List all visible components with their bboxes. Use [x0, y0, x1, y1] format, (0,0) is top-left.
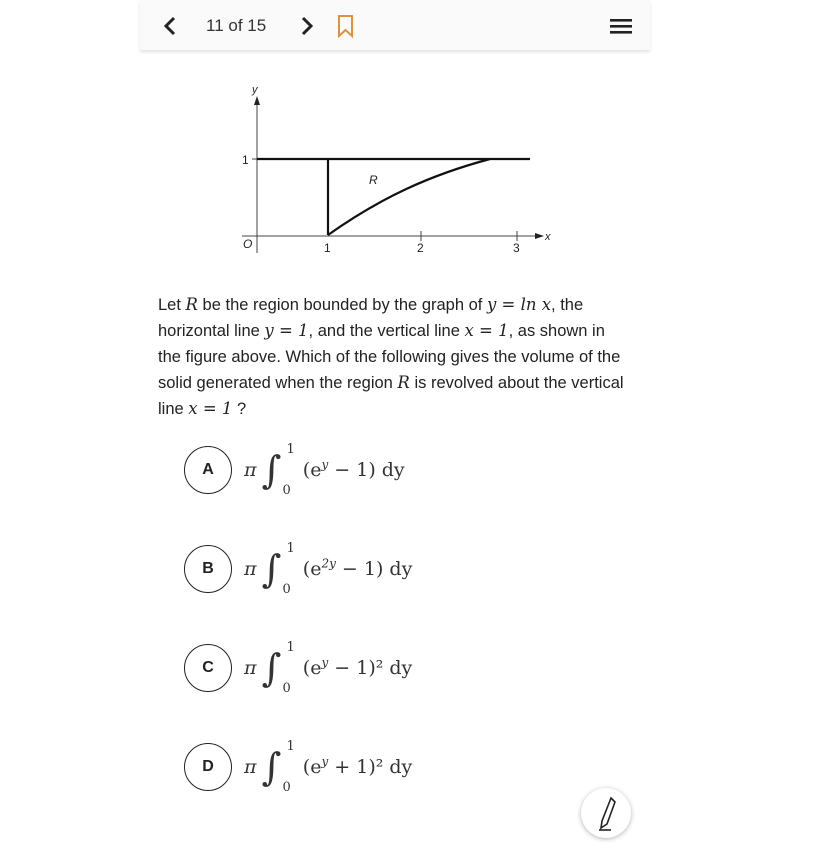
choice-expression: [244, 640, 412, 696]
integral-limits: [283, 739, 295, 795]
choice-post: − 1)² dy: [328, 657, 413, 679]
chevron-left-icon: [158, 12, 184, 40]
region-label: R: [369, 173, 378, 187]
question-part: , the horizontal line: [158, 296, 584, 341]
chevron-right-icon: [294, 12, 320, 40]
bookmark-button[interactable]: [334, 12, 360, 40]
integral-limits: [283, 640, 295, 696]
question-part: ?: [232, 400, 247, 419]
choice-exp: y: [321, 655, 329, 670]
equation: y = 1: [264, 321, 309, 341]
choice-pi: π: [244, 558, 257, 580]
choice-exp: y: [321, 457, 329, 472]
equation: x = 1: [464, 321, 509, 341]
choice-exp: y: [321, 754, 329, 769]
choice-pi: π: [244, 657, 257, 679]
choice-upper: 1: [286, 442, 295, 457]
choice-upper: 1: [286, 541, 295, 556]
integral-limits: [283, 541, 295, 597]
choice-lower: 0: [282, 483, 291, 498]
choice-int: ∫: [261, 646, 282, 690]
choice-expression: [244, 739, 412, 795]
choice-post: + 1)² dy: [328, 756, 413, 778]
choice-int: ∫: [261, 448, 282, 492]
equation: y = ln x: [486, 295, 552, 314]
choice-pi: π: [244, 756, 257, 778]
choice-letter-button[interactable]: B: [184, 545, 232, 593]
integrand: [303, 755, 413, 779]
previous-button[interactable]: [158, 12, 184, 40]
menu-button[interactable]: [608, 12, 634, 40]
choice-expression: [244, 442, 405, 498]
choice-upper: 1: [286, 640, 295, 655]
pencil-icon: [581, 788, 631, 838]
question-text: [158, 292, 628, 422]
answer-choice-c[interactable]: [184, 640, 413, 696]
question-counter: 11 of 15: [206, 16, 267, 35]
question-part: , and the vertical line: [308, 322, 465, 341]
question-part: be the region bounded by the graph of: [197, 296, 487, 314]
choice-letter-button[interactable]: D: [184, 743, 232, 791]
choice-pi: π: [244, 459, 257, 481]
y-tick-label: 1: [242, 153, 249, 167]
choice-int: ∫: [261, 547, 282, 591]
choice-letter-button[interactable]: A: [184, 446, 232, 494]
choice-lower: 0: [282, 582, 291, 597]
choice-post: − 1) dy: [335, 558, 413, 580]
choice-pre: (e: [302, 558, 322, 580]
choice-upper: 1: [286, 739, 295, 754]
top-bar: [140, 0, 650, 50]
choice-pre: (e: [302, 657, 322, 679]
bookmark-icon: [334, 12, 360, 40]
question-part: Let: [158, 296, 186, 314]
choice-lower: 0: [282, 780, 291, 795]
origin-label: O: [243, 237, 253, 251]
y-axis-label: y: [252, 84, 258, 96]
choice-int: ∫: [261, 745, 282, 789]
scratchpad-button[interactable]: [581, 788, 631, 838]
x-tick-label: 1: [324, 241, 331, 255]
answer-choice-b[interactable]: [184, 541, 413, 597]
choice-pre: (e: [302, 756, 322, 778]
choice-pre: (e: [302, 459, 322, 481]
hamburger-menu-icon: [608, 12, 634, 40]
choice-letter-button[interactable]: C: [184, 644, 232, 692]
x-axis-arrow: [535, 233, 544, 239]
integrand: [303, 656, 413, 680]
answer-choice-d[interactable]: [184, 739, 413, 795]
x-axis-label: x: [545, 231, 551, 243]
equation: x = 1: [188, 399, 233, 419]
choice-lower: 0: [282, 681, 291, 696]
curve-ln-x: [328, 159, 490, 235]
question-part: , as shown in the figure above. Which of the following gives the volume of the solid generated when the region: [158, 322, 621, 392]
integrand: [303, 557, 413, 581]
region-symbol: R: [185, 295, 198, 314]
region-figure: [230, 80, 560, 260]
next-button[interactable]: [294, 12, 320, 40]
x-tick-label: 3: [513, 241, 520, 255]
choice-exp: 2y: [321, 556, 336, 571]
integrand: [303, 458, 405, 482]
integral-limits: [283, 442, 295, 498]
answer-choice-a[interactable]: [184, 442, 405, 498]
x-tick-label: 2: [417, 241, 424, 255]
question-part: is revolved about the vertical line: [158, 373, 624, 419]
region-symbol: R: [397, 372, 410, 392]
choice-expression: [244, 541, 412, 597]
choice-post: − 1) dy: [328, 459, 405, 481]
y-axis-arrow: [254, 96, 260, 105]
